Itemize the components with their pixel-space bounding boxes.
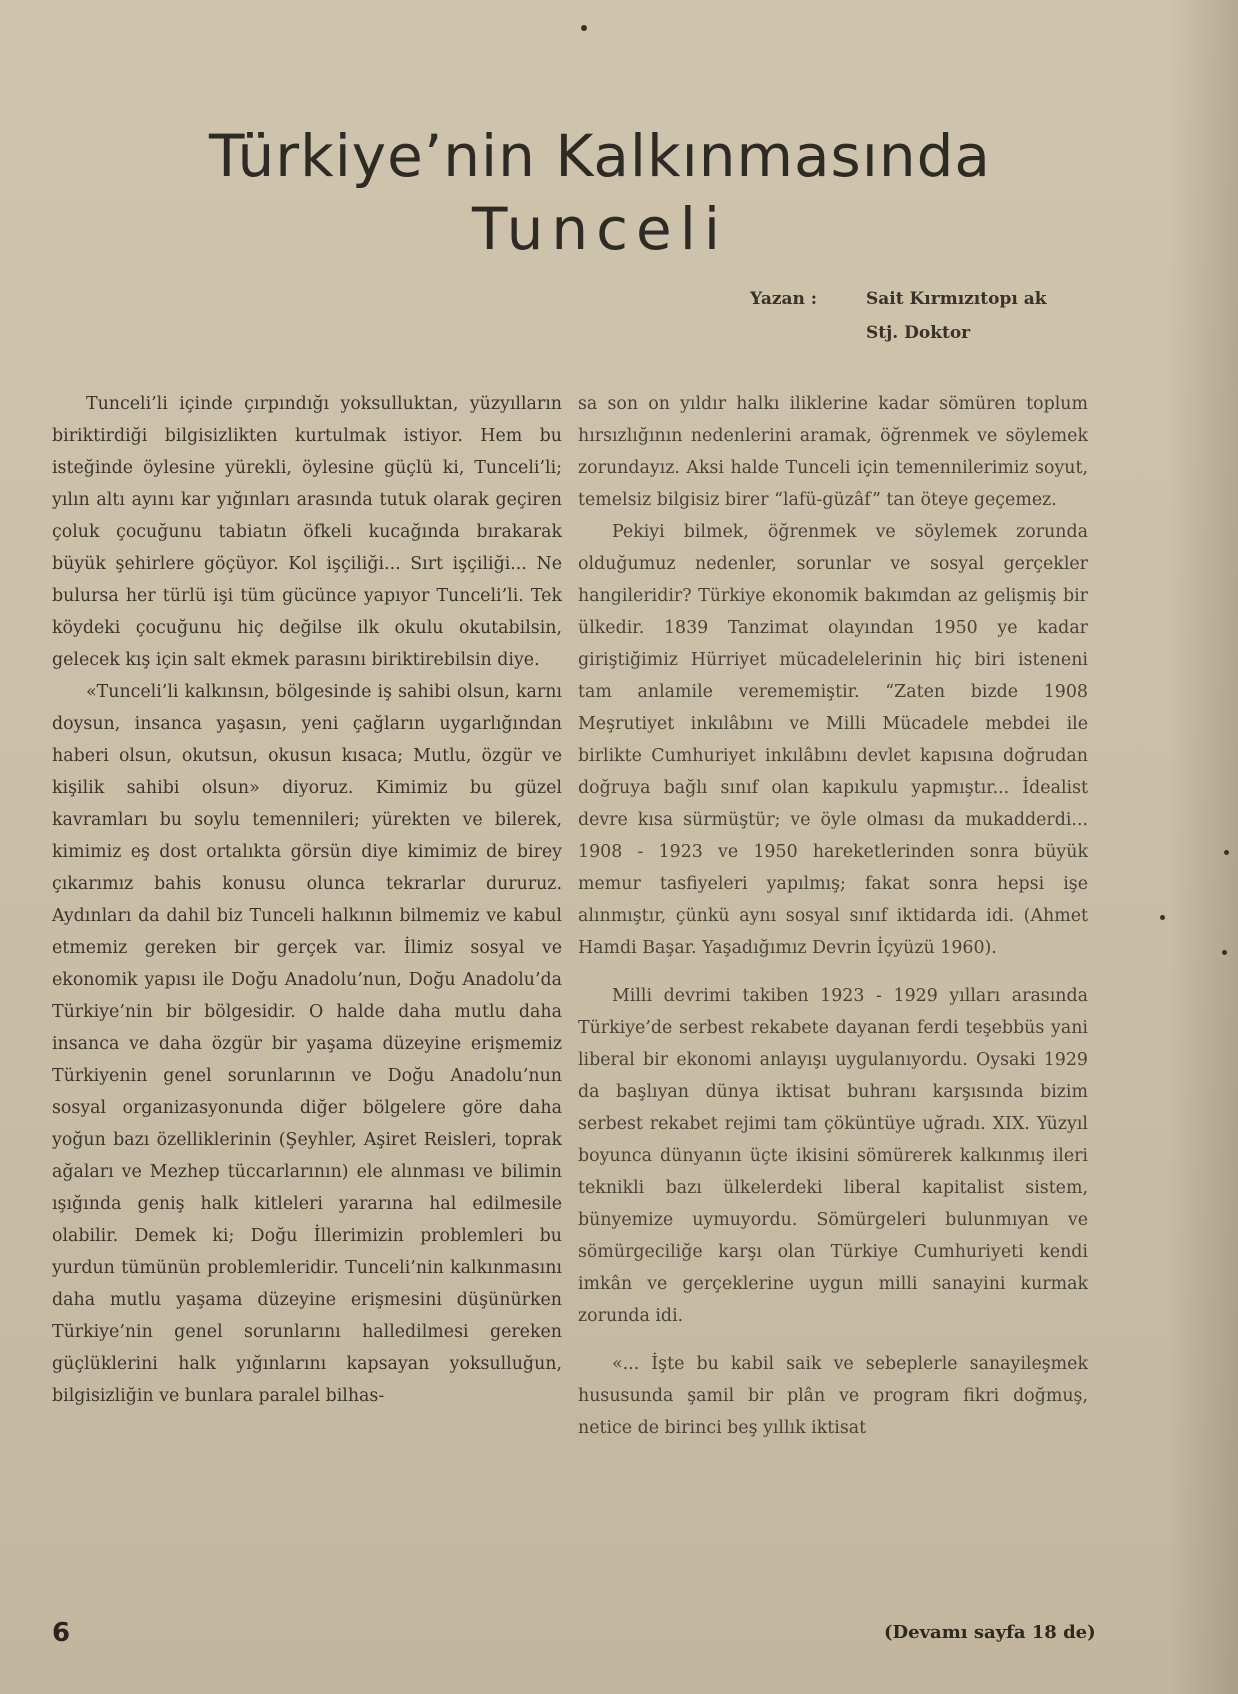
paragraph: Tunceli’li içinde çırpındığı yoksulluktan, yüzyılların biriktirdiği bilgisizlikten kurtulmak istiyor. Hem bu isteğinde öylesine yürekli, öylesine güçlü ki, Tunceli’li; yılın altı ayını kar yığınları arasında tutuk olarak geçiren çoluk çocuğunu tabiatın öfkeli kucağında bırakarak büyük şehirlere göçüyor. Kol işçiliği... Sırt işçiliği... Ne bulursa her türlü işi tüm gücünce yapıyor Tunceli’li. Tek köydeki çocuğunu hiç değilse ilk okulu okutabilsin, gelecek kış için salt ekmek parasını biriktirebilsin diye. bbox=[52, 394, 562, 670]
paragraph: «... İşte bu kabil saik ve sebeplerle sanayileşmek hususunda şamil bir plân ve program fikri doğmuş, netice de birinci beş yıllık iktisat bbox=[578, 1354, 1088, 1438]
paragraph: Pekiyi bilmek, öğrenmek ve söylemek zorunda olduğumuz nedenler, sorunlar ve sosyal gerçekler hangileridir? Türkiye ekonomik bakımdan az gelişmiş bir ülkedir. 1839 Tanzimat olayından 1950 ye kadar giriştiğimiz Hürriyet mücadelelerinin hiç biri isteneni tam anlamile verememiştir. “Zaten bizde 1908 Meşrutiyet inkılâbını ve Milli Mücadele mebdei ile birlikte Cumhuriyet inkılâbını devlet kapısına doğrudan doğruya bağlı sınıf olan kapıkulu yapmıştır... İdealist devre kısa sürmüştür; ve öyle olması da mukadderdi... 1908 - 1923 ve 1950 hareketlerinden sonra büyük memur tasfiyeleri yapılmış; fakat sonra hepsi işe alınmıştır, çünkü aynı sosyal sınıf iktidarda idi. (Ahmet Hamdi Başar. Yaşadığımız Devrin İçyüzü 1960). bbox=[578, 522, 1088, 958]
byline bbox=[750, 282, 1047, 350]
author-name: Sait Kırmızıtopı ak bbox=[866, 289, 1047, 309]
paragraph: «Tunceli’li kalkınsın, bölgesinde iş sahibi olsun, karnı doysun, insanca yaşasın, yeni çağların uygarlığından haberi olsun, okutsun, okusun kısaca; Mutlu, özgür ve kişilik sahibi olsun» diyoruz. Kimimiz bu güzel kavramları bu soylu temennileri; yürekten ve bilerek, kimimiz eş dost ortalıkta görsün diye kimimiz de birey çıkarımız bahis konusu olunca tekrarlar dururuz. Aydınları da dahil biz Tunceli halkının bilmemiz ve kabul etmemiz gereken bir gerçek var. İlimiz sosyal ve ekonomik yapısı ile Doğu Anadolu’nun, Doğu Anadolu’da Türkiye’nin bir bölgesidir. O halde daha mutlu daha insanca ve daha özgür bir yaşama düzeyine erişmemiz Türkiyenin genel sorunlarının ve Doğu Anadolu’nun sosyal organizasyonunda diğer bölgelere göre daha yoğun bazı özelliklerinin (Şeyhler, Aşiret Reisleri, toprak ağaları ve Mezhep tüccarlarının) ele alınması ve bilimin ışığında geniş halk kitleleri yararına hal edilmesile olabilir. Demek ki; Doğu İllerimizin problemleri bu yurdun tümünün problemleridir. Tunceli’nin kalkınmasını daha mutlu yaşama düzeyine erişmesini düşünürken Türkiye’nin genel sorunlarını halledilmesi gereken güçlüklerini halk yığınlarını kapsayan yoksulluğun, bilgisizliğin ve bunlara paralel bilhas- bbox=[52, 682, 562, 1406]
left-column bbox=[52, 388, 562, 1412]
page-number: 6 bbox=[52, 1618, 71, 1648]
continued-note: (Devamı sayfa 18 de) bbox=[884, 1622, 1096, 1643]
byline-label: Yazan : bbox=[750, 289, 818, 309]
print-speck bbox=[1160, 915, 1165, 920]
article-title: Türkiye’nin Kalkınmasında bbox=[209, 122, 991, 190]
paragraph: sa son on yıldır halkı iliklerine kadar sömüren toplum hırsızlığının nedenlerini aramak, öğrenmek ve söylemek zorundayız. Aksi halde Tunceli için temennilerimiz soyut, temelsiz bilgisiz birer “lafü-güzâf” tan öteye geçemez. bbox=[578, 394, 1088, 510]
paragraph: Milli devrimi takiben 1923 - 1929 yılları arasında Türkiye’de serbest rekabete dayanan ferdi teşebbüs yani liberal bir ekonomi anlayışı uygulanıyordu. Oysaki 1929 da başlıyan dünya iktisat buhranı karşısında bizim serbest rekabet rejimi tam çöküntüye uğradı. XIX. Yüzyıl boyunca dünyanın üçte ikisini sömürerek kalkınmış ileri teknikli bazı ülkelerdeki liberal kapitalist sistem, bünyemize uymuyordu. Sömürgeleri bulunmıyan ve sömürgeciliğe karşı olan Türkiye Cumhuriyeti kendi imkân ve gerçeklerine uygun milli sanayini kurmak zorunda idi. bbox=[578, 986, 1088, 1326]
print-speck bbox=[1224, 850, 1229, 855]
right-column bbox=[578, 388, 1088, 1444]
print-speck bbox=[581, 25, 587, 31]
author-role: Stj. Doktor bbox=[866, 323, 971, 343]
print-speck bbox=[1222, 950, 1227, 955]
article-title-second-line: Tunceli bbox=[472, 195, 728, 263]
